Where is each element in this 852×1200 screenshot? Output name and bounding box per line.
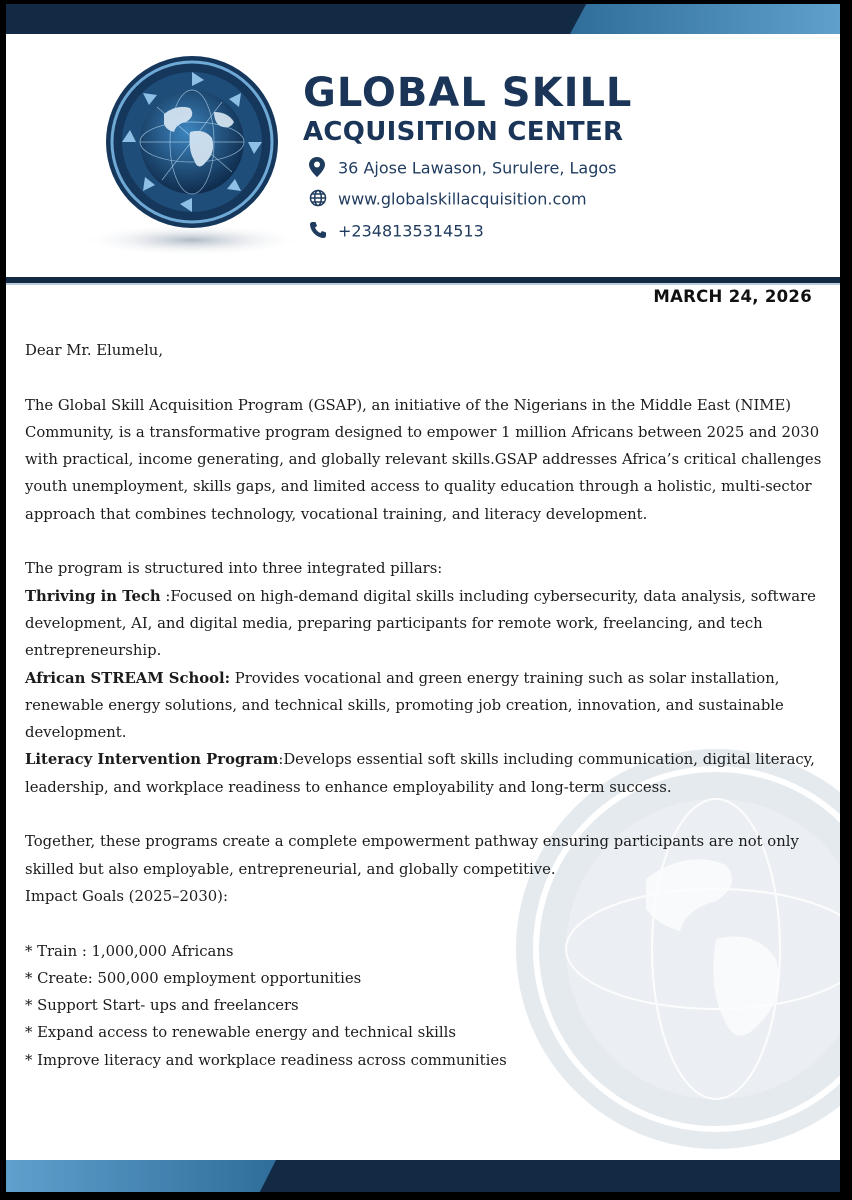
- address-text: 36 Ajose Lawason, Surulere, Lagos: [338, 158, 617, 178]
- website-text: www.globalskillacquisition.com: [338, 189, 587, 209]
- pillar-2-name: African STREAM School:: [25, 669, 231, 687]
- phone-icon: [309, 221, 329, 243]
- phone-text: +2348135314513: [338, 221, 484, 241]
- salutation: Dear Mr. Elumelu,: [25, 342, 164, 359]
- letter-date: MARCH 24, 2026: [653, 287, 812, 306]
- pillar-3: [25, 746, 825, 801]
- pillar-2: [25, 665, 825, 747]
- phone-line: [309, 221, 484, 243]
- goal-item: * Expand access to renewable energy and technical skills: [25, 1024, 456, 1042]
- pillar-3-name: Literacy Intervention Program: [25, 751, 279, 769]
- globe-icon: [309, 189, 329, 211]
- address-line: [309, 157, 616, 181]
- pillar-1: [25, 583, 825, 665]
- pillar-2-text: Provides vocational and green energy training such as solar installation, renewable energy solutions, and technical skills, promoting job creation, innovation, and sustainable development.: [25, 669, 784, 742]
- goal-item: * Train : 1,000,000 Africans: [25, 942, 234, 960]
- org-name-line-1: GLOBAL SKILL: [303, 70, 633, 116]
- intro-paragraph: The Global Skill Acquisition Program (GSAP), an initiative of the Nigerians in the Middle East (NIME) Community, is a transformative program designed to empower 1 million Africans between 2025 and 2030 with practical, income generating, and globally relevant skills.GSAP addresses Africa’s critical challenges youth unemployment, skills gaps, and limited access to quality education through a holistic, multi-sector approach that combines technology, vocational training, and literacy development.: [25, 396, 822, 523]
- footer-band-accent: [6, 1160, 276, 1192]
- website-line: [309, 189, 587, 211]
- goal-item: * Create: 500,000 employment opportunities: [25, 969, 362, 987]
- letter-page: [6, 4, 840, 1192]
- header-divider-light: [6, 283, 840, 285]
- pillars-intro: The program is structured into three integrated pillars:: [25, 560, 443, 578]
- pillar-1-name: Thriving in Tech: [25, 587, 161, 605]
- location-pin-icon: [309, 157, 329, 181]
- globe-logo-icon: [72, 52, 304, 262]
- goals-heading: Impact Goals (2025–2030):: [25, 887, 228, 905]
- letter-body: [25, 337, 825, 1074]
- org-name-line-2: ACQUISITION CENTER: [303, 117, 624, 147]
- goal-item: * Support Start- ups and freelancers: [25, 997, 299, 1015]
- header-band-accent: [570, 4, 840, 34]
- pillar-3-text: :Develops essential soft skills including communication, digital literacy, leadership, and workplace readiness to enhance employability and long-term success.: [25, 751, 815, 796]
- goal-item: * Improve literacy and workplace readiness across communities: [25, 1051, 507, 1069]
- together-paragraph: Together, these programs create a complete empowerment pathway ensuring participants are not only skilled but also employable, entrepreneurial, and globally competitive.: [25, 833, 799, 878]
- pillar-1-text: :Focused on high-demand digital skills including cybersecurity, data analysis, software development, AI, and digital media, preparing participants for remote work, freelancing, and tech entrepreneurship.: [25, 587, 816, 660]
